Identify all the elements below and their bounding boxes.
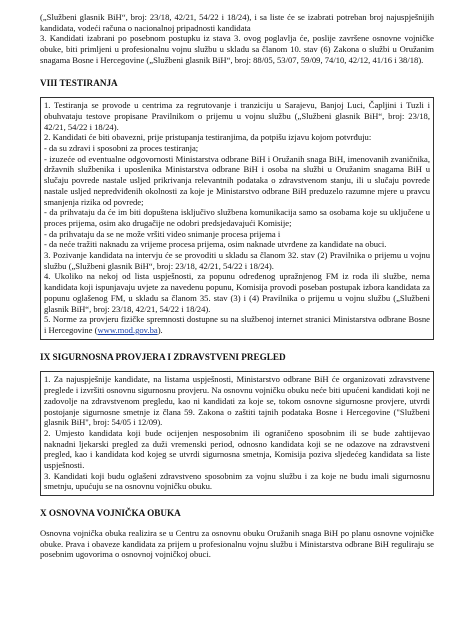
viii-bullet-3: - da prihvataju da će im biti dopuštena isključivo službena komunikacija samo sa osobama koje su uključene u proces prijema, osim ako drugačije ne odobri predsjedavajući Komisije;	[44, 207, 430, 228]
section-ix-heading: IX SIGURNOSNA PROVJERA I ZDRAVSTVENI PREGLED	[40, 351, 286, 362]
intro-block	[40, 12, 434, 66]
viii-paragraph-3: 3. Pozivanje kandidata na intervju će se provoditi u skladu sa članom 32. stav (2) Pravilnika o prijemu u vojnu službu („Službeni glasnik BiH“, broj: 23/18, 42/21, 54/22 i 18/24).	[44, 250, 430, 271]
intro-paragraph-2: 3. Kandidati izabrani po posebnom postupku iz stava 3. ovog poglavlja će, poslije završene osnovne vojničke obuke, biti primljeni u profesionalnu vojnu službu u skladu sa članom 10. stav (6) Zakona o službi u Oružanim snagama Bosne i Hercegovine („Službeni glasnik BiH“, broj: 88/05, 53/07, 59/09, 74/10, 42/12, 41/16 i 38/18).	[40, 33, 434, 65]
ix-paragraph-1: 1. Za najuspješnije kandidate, na listama uspješnosti, Ministarstvo odbrane BiH će organizovati zdravstvene preglede i izvršiti osnovnu sigurnosnu provjeru. Na osnovnu vojničku obuku neće biti upućeni kandidati koji ne zadovolje na zdravstvenom pregledu, kao ni kandidati za koje se, tokom osnovne sigurnosne provjere, utvrdi postojanje sigurnosne smetnje iz člana 59. Zakona o zaštiti tajnih podataka Bosne i Hercegovine ("Službeni glasnik BiH", broj: 54/05 i 12/09).	[44, 374, 430, 428]
viii-bullet-5: - da neće tražiti naknadu za vrijeme procesa prijema, osim naknade utvrđene za kandidate na obuci.	[44, 239, 387, 250]
section-viii-heading: VIII TESTIRANJA	[40, 77, 118, 88]
section-ix-box	[40, 371, 434, 496]
viii-paragraph-5-text: 5. Norme za provjeru fizičke spremnosti dostupne su na službenoj internet stranici Ministarstva odbrane Bosne i Hercegovine (	[44, 314, 430, 335]
section-x-body	[40, 528, 434, 560]
mod-website-link[interactable]: www.mod.gov.ba	[97, 324, 158, 335]
viii-paragraph-2: 2. Kandidati će biti obavezni, prije pristupanja testiranjima, da potpišu izjavu kojom potvrđuju:	[44, 132, 372, 143]
viii-paragraph-5	[44, 314, 430, 335]
ix-paragraph-2: 2. Umjesto kandidata koji bude ocijenjen nesposobnim ili ograničeno sposobnim ili se bude zahtijevao naknadni ljekarski pregled za duži vremenski period, odnosno kandidata koji se ne odazove na zdravstveni pregled, kao i kandidata kod kojeg se utvrdi sigurnosna smetnja, Komisija poziva sljedećeg kandidata sa liste uspješnosti.	[44, 427, 430, 471]
section-x-heading: X OSNOVNA VOJNIČKA OBUKA	[40, 508, 181, 519]
ix-paragraph-3: 3. Kandidati koji budu oglašeni zdravstveno sposobnim za vojnu službu i za koje ne budu imali sigurnosnu smetnju, upućuju se na osnovnu vojničku obuku.	[44, 470, 430, 492]
viii-paragraph-5-suffix: ).	[157, 324, 163, 335]
viii-paragraph-4: 4. Ukoliko na nekoj od lista uspješnosti, za popunu određenog upražnjenog FM iz roda ili službe, nema kandidata koji ispunjavaju uvjete za navedenu popunu, Komisija provodi poseban postupak izbora kandidata za popunu oglašenog FM, u skladu sa članom 35. stav (3) i (4) Pravilnika o prijemu u vojnu službu („Službeni glasnik BiH“, broj: 23/18, 42/21, 54/22 i 18/24).	[44, 271, 430, 314]
intro-paragraph-1: („Službeni glasnik BiH“, broj: 23/18, 42/21, 54/22 i 18/24), i sa liste će se izabrati potreban broj najuspješnijih kandidata, vodeći računa o nacionalnoj pripadnosti kandidata	[40, 12, 434, 33]
viii-bullet-1: - da su zdravi i sposobni za proces testiranja;	[44, 143, 199, 154]
viii-paragraph-1: 1. Testiranja se provode u centrima za regrutovanje i tranziciju u Sarajevu, Banjoj Luci, Čapljini i Tuzli i obuhvataju testove propisane Pravilnikom o prijemu u vojnu službu („Službeni glasnik BiH“, broj: 23/18, 42/21, 54/22 i 18/24).	[44, 100, 430, 132]
section-viii-box	[40, 97, 434, 339]
x-paragraph-1: Osnovna vojnička obuka realizira se u Centru za osnovnu obuku Oružanih snaga BiH po planu osnovne vojničke obuke. Prava i obaveze kandidata za prijem u profesionalnu vojnu službu i Ministarstva odbrane BiH reguliraju se posebnim ugovorima o osnovnoj vojničkoj obuci.	[40, 527, 434, 560]
viii-bullet-2: - izuzeće od eventualne odgovornosti Ministarstva odbrane BiH i Oružanih snaga BiH, imenovanih zvaničnika, državnih službenika i uposlenika Ministarstva odbrane BiH i osoba na službi u Oružanim snagama BiH u slučaju povrede nastale usljed prikrivanja relevantnih podataka o zdravstvenom stanju, ili u slučaju povrede nastale usljed nepredviđenih okolnosti za koje je Ministarstvo odbrane BiH preduzelo razumne mjere u pravcu smanjenja rizika od povrede;	[44, 153, 430, 207]
viii-bullet-4: - da prihvataju da se ne može vršiti video snimanje procesa prijema i	[44, 228, 281, 239]
